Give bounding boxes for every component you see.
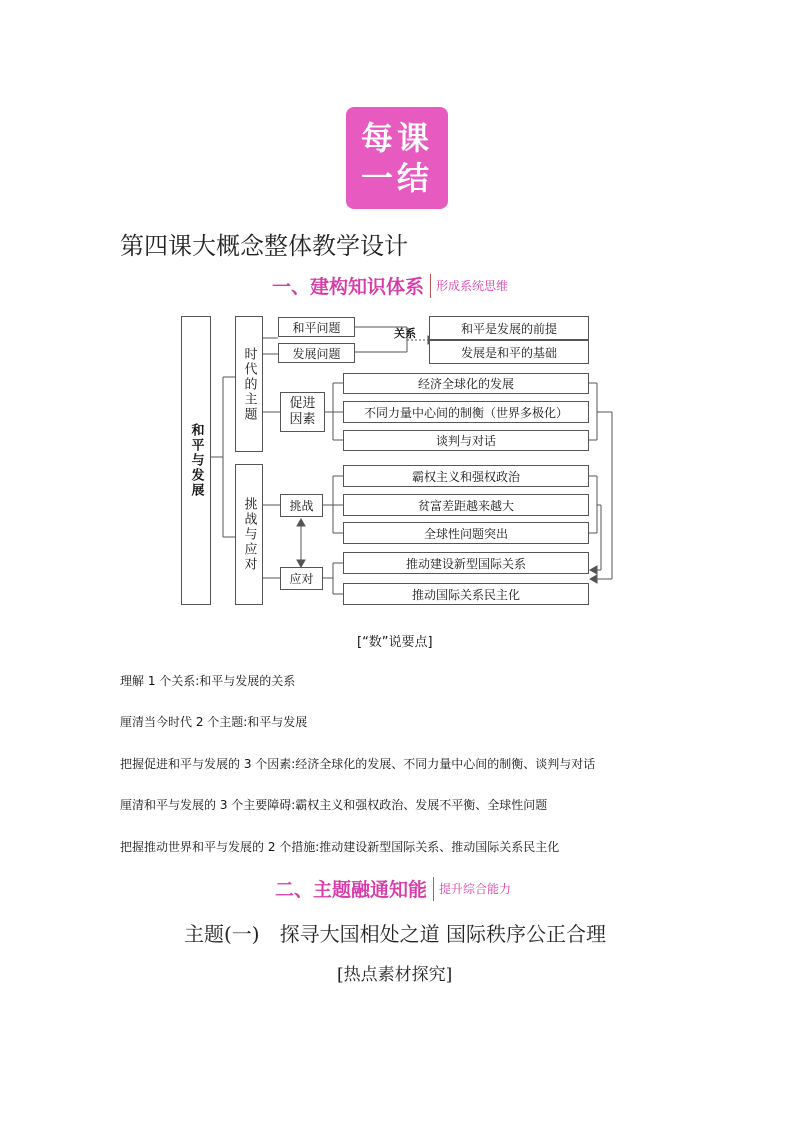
lesson-summary-badge (346, 107, 448, 209)
topic-peace: 和平问题 (278, 317, 355, 337)
lesson-title: 第四课大概念整体教学设计 (120, 232, 408, 260)
branch-challenge-response: 挑战与应对 (235, 464, 263, 605)
response-democratization: 推动国际关系民主化 (343, 583, 589, 605)
point-2: 厘清当今时代 2 个主题:和平与发展 (120, 715, 308, 729)
key-points-caption: [“数”说要点] (357, 635, 433, 650)
relation-development-basis: 发展是和平的基础 (429, 340, 589, 364)
challenge-wealth-gap: 贫富差距越来越大 (343, 494, 589, 516)
challenge-node: 挑战 (280, 494, 323, 517)
point-5: 把握推动世界和平与发展的 2 个措施:推动建设新型国际关系、推动国际关系民主化 (120, 840, 560, 854)
response-new-relations: 推动建设新型国际关系 (343, 552, 589, 574)
section-2-subtitle: 提升综合能力 (439, 882, 512, 896)
point-1: 理解 1 个关系:和平与发展的关系 (120, 674, 296, 688)
badge-line-1: 每课 (360, 119, 433, 157)
section-1-subtitle: 形成系统思维 (436, 279, 509, 293)
branch-era-theme: 时代的主题 (235, 316, 263, 452)
section-2-title: 二、主题融通知能 (275, 879, 428, 901)
section-2-divider (433, 877, 434, 901)
hot-material-title: [热点素材探究] (337, 965, 453, 985)
root-node: 和平与发展 (181, 316, 211, 605)
section-1-divider (430, 274, 431, 298)
challenge-global-issues: 全球性问题突出 (343, 522, 589, 544)
section-1-heading (272, 272, 508, 299)
factor-multipolarity: 不同力量中心间的制衡（世界多极化） (343, 401, 589, 423)
section-1-title: 一、建构知识体系 (272, 276, 425, 298)
factor-globalization: 经济全球化的发展 (343, 373, 589, 394)
relation-peace-premise: 和平是发展的前提 (429, 316, 589, 340)
relation-label: 关系 (394, 327, 416, 340)
promoting-factors: 促进因素 (280, 392, 325, 432)
theme-title: 主题(一) 探寻大国相处之道 国际秩序公正合理 (184, 922, 606, 946)
badge-line-2: 一结 (360, 159, 433, 197)
section-2-heading (275, 875, 511, 902)
factor-dialogue: 谈判与对话 (343, 430, 589, 451)
response-node: 应对 (280, 567, 323, 590)
challenge-hegemonism: 霸权主义和强权政治 (343, 465, 589, 487)
point-4: 厘清和平与发展的 3 个主要障碍:霸权主义和强权政治、发展不平衡、全球性问题 (120, 798, 548, 812)
knowledge-diagram (175, 312, 620, 612)
point-3: 把握促进和平与发展的 3 个因素:经济全球化的发展、不同力量中心间的制衡、谈判与对话 (120, 757, 596, 771)
topic-development: 发展问题 (278, 343, 355, 363)
